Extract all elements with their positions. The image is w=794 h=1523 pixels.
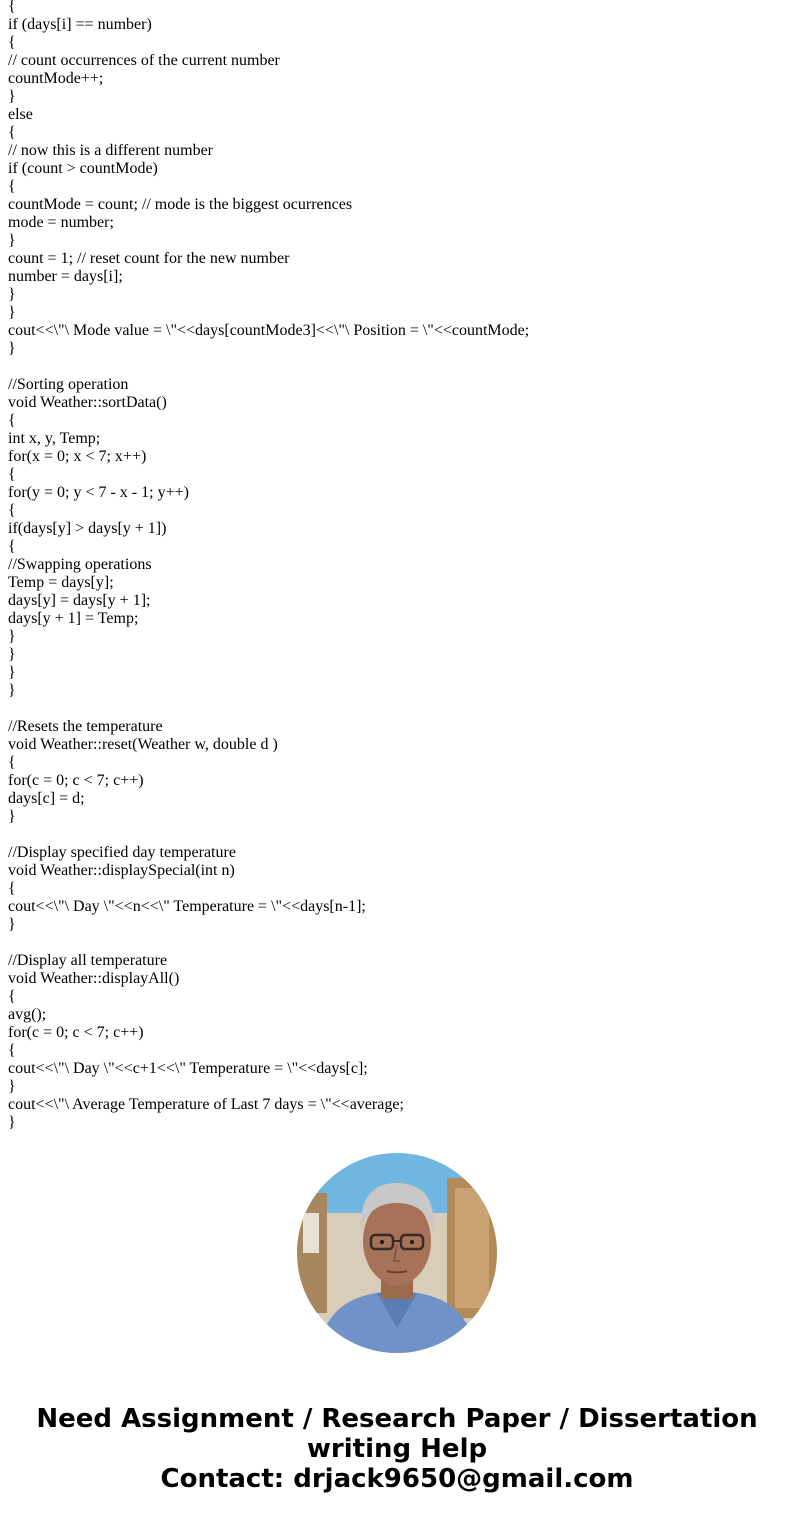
code-line: days[y + 1] = Temp;	[8, 610, 139, 627]
code-line: for(c = 0; c < 7; c++)	[8, 1024, 144, 1041]
code-line: //Swapping operations	[8, 556, 152, 573]
code-line: if (count > countMode)	[8, 160, 158, 177]
code-line: }	[8, 916, 16, 933]
code-line: }	[8, 1114, 16, 1131]
code-line: number = days[i];	[8, 268, 123, 285]
author-portrait-icon	[297, 1153, 497, 1353]
code-line: }	[8, 628, 16, 645]
code-line: // now this is a different number	[8, 142, 213, 159]
code-line: void Weather::displaySpecial(int n)	[8, 862, 235, 879]
code-line: mode = number;	[8, 214, 114, 231]
code-line	[8, 700, 788, 718]
code-line: else	[8, 106, 33, 123]
code-line: Temp = days[y];	[8, 574, 114, 591]
code-line: {	[8, 988, 16, 1005]
code-line: {	[8, 0, 16, 15]
code-line: countMode = count; // mode is the biggest ocurrences	[8, 196, 353, 213]
code-line: }	[8, 808, 16, 825]
code-line: int x, y, Temp;	[8, 430, 101, 447]
code-line: {	[8, 412, 16, 429]
code-line: {	[8, 178, 16, 195]
code-line: }	[8, 286, 16, 303]
author-photo	[297, 1153, 497, 1353]
code-listing	[8, 0, 788, 1132]
code-line: if (days[i] == number)	[8, 16, 152, 33]
code-line: {	[8, 880, 16, 897]
code-line	[8, 934, 788, 952]
code-line: {	[8, 502, 16, 519]
code-line: }	[8, 340, 16, 357]
code-line: //Display all temperature	[8, 952, 168, 969]
code-line: }	[8, 1078, 16, 1095]
code-line: cout<<\"\ Day \"<<c+1<<\" Temperature = \"<<days[c];	[8, 1060, 368, 1077]
code-line: }	[8, 682, 16, 699]
code-line: }	[8, 304, 16, 321]
code-line: }	[8, 232, 16, 249]
code-line	[8, 826, 788, 844]
code-line: void Weather::sortData()	[8, 394, 167, 411]
code-line: //Resets the temperature	[8, 718, 163, 735]
code-line: days[c] = d;	[8, 790, 85, 807]
code-line: if(days[y] > days[y + 1])	[8, 520, 167, 537]
code-line: }	[8, 88, 16, 105]
code-line: }	[8, 664, 16, 681]
code-line: cout<<\"\ Average Temperature of Last 7 days = \"<<average;	[8, 1096, 404, 1113]
code-line: for(x = 0; x < 7; x++)	[8, 448, 147, 465]
footer-contact: Contact: drjack9650@gmail.com	[160, 1464, 634, 1494]
code-line: {	[8, 1042, 16, 1059]
code-line: for(c = 0; c < 7; c++)	[8, 772, 144, 789]
code-line: cout<<\"\ Day \"<<n<<\" Temperature = \"<<days[n-1];	[8, 898, 366, 915]
code-line: days[y] = days[y + 1];	[8, 592, 151, 609]
code-line: {	[8, 124, 16, 141]
code-line: //Sorting operation	[8, 376, 129, 393]
code-line: count = 1; // reset count for the new number	[8, 250, 290, 267]
contact-footer	[0, 1404, 794, 1494]
code-line: {	[8, 754, 16, 771]
code-line: countMode++;	[8, 70, 104, 87]
code-line: }	[8, 646, 16, 663]
code-line: avg();	[8, 1006, 47, 1023]
code-line: cout<<\"\ Mode value = \"<<days[countMode3]<<\"\ Position = \"<<countMode;	[8, 322, 530, 339]
code-line: // count occurrences of the current number	[8, 52, 280, 69]
code-line: for(y = 0; y < 7 - x - 1; y++)	[8, 484, 189, 501]
footer-headline: Need Assignment / Research Paper / Dissertation	[36, 1404, 758, 1434]
footer-subheadline: writing Help	[306, 1434, 488, 1464]
code-line: void Weather::reset(Weather w, double d )	[8, 736, 278, 753]
code-line: {	[8, 538, 16, 555]
code-line: {	[8, 34, 16, 51]
code-line: void Weather::displayAll()	[8, 970, 180, 987]
code-line	[8, 358, 788, 376]
code-line: {	[8, 466, 16, 483]
code-line: //Display specified day temperature	[8, 844, 236, 861]
